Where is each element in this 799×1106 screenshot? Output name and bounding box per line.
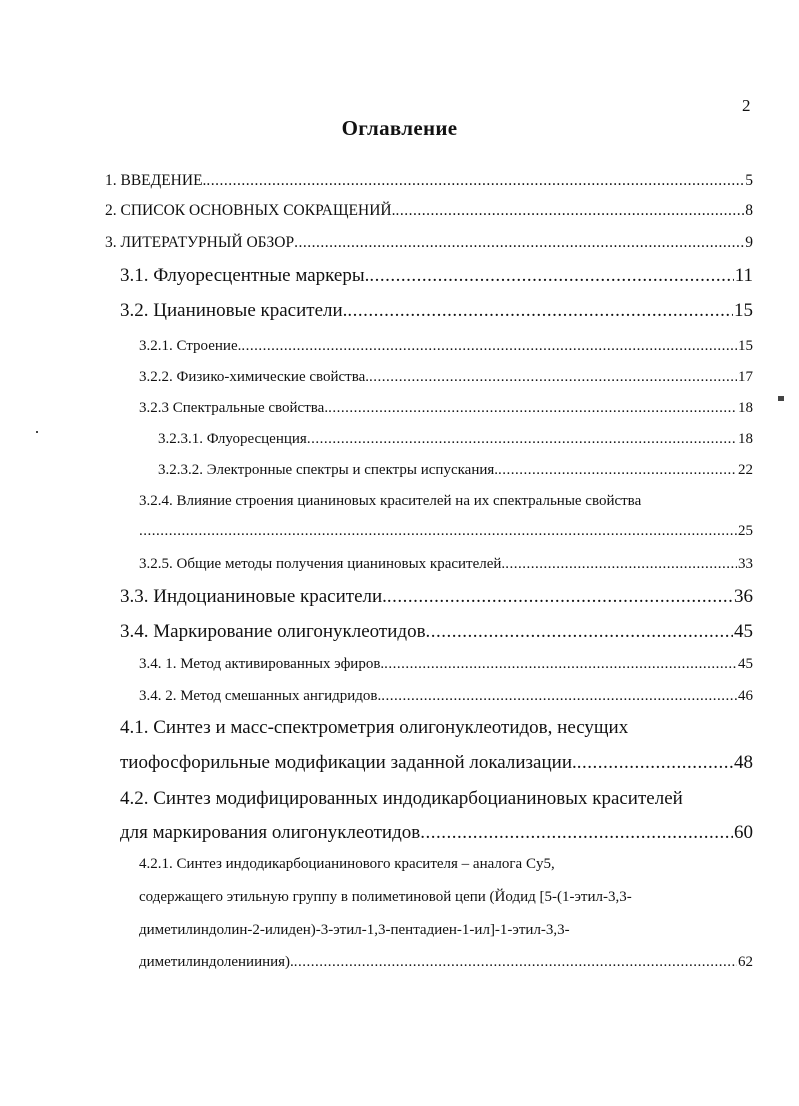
- page-title: Оглавление: [341, 116, 458, 140]
- toc-entry-text: 4.2. Синтез модифицированных индодикарбоцианиновых красителей: [120, 788, 683, 809]
- toc-entry: [120, 621, 753, 643]
- toc-page-number: 18: [738, 400, 753, 416]
- leader-dots: [420, 822, 733, 844]
- toc-page-number: 36: [734, 586, 753, 607]
- toc-entry: [139, 400, 753, 417]
- toc-page-number: 22: [738, 462, 753, 478]
- toc-entry-text: 3.1. Флуоресцентные маркеры.: [120, 265, 370, 286]
- toc-entry-text: диметилиндоленииния).: [139, 954, 294, 970]
- toc-entry: [120, 300, 753, 322]
- toc-page-number: 5: [745, 172, 753, 189]
- toc-entry: [120, 265, 753, 287]
- toc-entry-text: 1. ВВЕДЕНИЕ.: [105, 172, 207, 189]
- leader-dots: [139, 523, 737, 540]
- leader-dots: [577, 752, 733, 774]
- toc-entry-text: 3.2.3 Спектральные свойства.: [139, 400, 329, 416]
- toc-entry: [158, 462, 753, 479]
- toc-page-number: 8: [745, 202, 753, 219]
- toc-entry: [158, 431, 753, 448]
- toc-entry-text: 3.2.4. Влияние строения цианиновых красителей на их спектральные свойства: [139, 493, 642, 509]
- toc-entry-text: 3.2.3.1. Флуоресценция: [158, 431, 307, 447]
- leader-dots: [328, 400, 737, 417]
- toc-entry: [120, 586, 753, 608]
- toc-page-number: 46: [738, 688, 753, 704]
- toc-page-number: 9: [745, 234, 753, 251]
- toc-entry: [120, 822, 753, 844]
- leader-dots: [206, 172, 744, 190]
- toc-page-number: 45: [738, 656, 753, 672]
- toc-entry-text: 3. ЛИТЕРАТУРНЫЙ ОБЗОР: [105, 234, 295, 251]
- toc-entry: [105, 202, 753, 220]
- leader-dots: [384, 656, 737, 673]
- scan-speck: [36, 431, 38, 433]
- toc-entry-text: 3.4. 1. Метод активированных эфиров.: [139, 656, 385, 672]
- leader-dots: [387, 586, 733, 608]
- leader-dots: [505, 556, 737, 573]
- leader-dots: [307, 431, 737, 448]
- toc-entry: [139, 523, 753, 540]
- toc-entry-text: 3.2.2. Физико-химические свойства.: [139, 369, 370, 385]
- toc-entry-text: 3.2.5. Общие методы получения цианиновых красителей.: [139, 556, 506, 572]
- toc-page-number: 15: [738, 338, 753, 354]
- leader-dots: [426, 621, 733, 643]
- leader-dots: [369, 265, 733, 287]
- toc-entry-text: диметилиндолин-2-илиден)-3-этил-1,3-пентадиен-1-ил]-1-этил-3,3-: [139, 922, 570, 938]
- toc-page-number: 11: [734, 265, 753, 286]
- toc-entry: [139, 369, 753, 386]
- toc-entry-text: 3.2. Цианиновые красители.: [120, 300, 348, 321]
- toc-entry: [105, 234, 753, 252]
- toc-entry: [139, 656, 753, 673]
- leader-dots: [294, 954, 737, 971]
- toc-entry-text: 4.1. Синтез и масс-спектрометрия олигонуклеотидов, несущих: [120, 717, 629, 738]
- toc-entry-text: 3.2.3.2. Электронные спектры и спектры испускания.: [158, 462, 499, 478]
- scan-speck: [778, 396, 784, 401]
- toc-entry-text: 3.4. Маркирование олигонуклеотидов: [120, 621, 426, 642]
- leader-dots: [381, 688, 737, 705]
- page-number: 2: [742, 96, 751, 115]
- toc-page-number: 18: [738, 431, 753, 447]
- toc-entry: [120, 752, 753, 774]
- leader-dots: [369, 369, 737, 386]
- toc-entry-text: тиофосфорильные модификации заданной локализации.: [120, 752, 577, 773]
- toc-page-number: 60: [734, 822, 753, 843]
- leader-dots: [241, 338, 737, 355]
- toc-page-number: 25: [738, 523, 753, 539]
- toc-page-number: 62: [738, 954, 753, 970]
- toc-entry-text: 4.2.1. Синтез индодикарбоцианинового красителя – аналога Cy5,: [139, 856, 555, 872]
- toc-entry-text: 2. СПИСОК ОСНОВНЫХ СОКРАЩЕНИЙ.: [105, 202, 396, 219]
- toc-entry: [139, 954, 753, 971]
- toc-page-number: 15: [734, 300, 753, 321]
- toc-page-number: 45: [734, 621, 753, 642]
- toc-page-number: 17: [738, 369, 753, 385]
- toc-entry-text: содержащего этильную группу в полиметиновой цепи (Йодид [5-(1-этил-3,3-: [139, 889, 632, 905]
- toc-entry-text: 3.3. Индоцианиновые красители.: [120, 586, 387, 607]
- leader-dots: [395, 202, 744, 220]
- toc-entry-text: 3.2.1. Строение.: [139, 338, 242, 354]
- toc-page-number: 48: [734, 752, 753, 773]
- toc-entry: [139, 688, 753, 705]
- leader-dots: [347, 300, 733, 322]
- toc-entry: [105, 172, 753, 190]
- toc-entry: [139, 338, 753, 355]
- toc-page-number: 33: [738, 556, 753, 572]
- toc-entry: [139, 556, 753, 573]
- toc-entry-text: для маркирования олигонуклеотидов: [120, 822, 421, 843]
- leader-dots: [498, 462, 737, 479]
- toc-entry-text: 3.4. 2. Метод смешанных ангидридов.: [139, 688, 382, 704]
- leader-dots: [294, 234, 744, 252]
